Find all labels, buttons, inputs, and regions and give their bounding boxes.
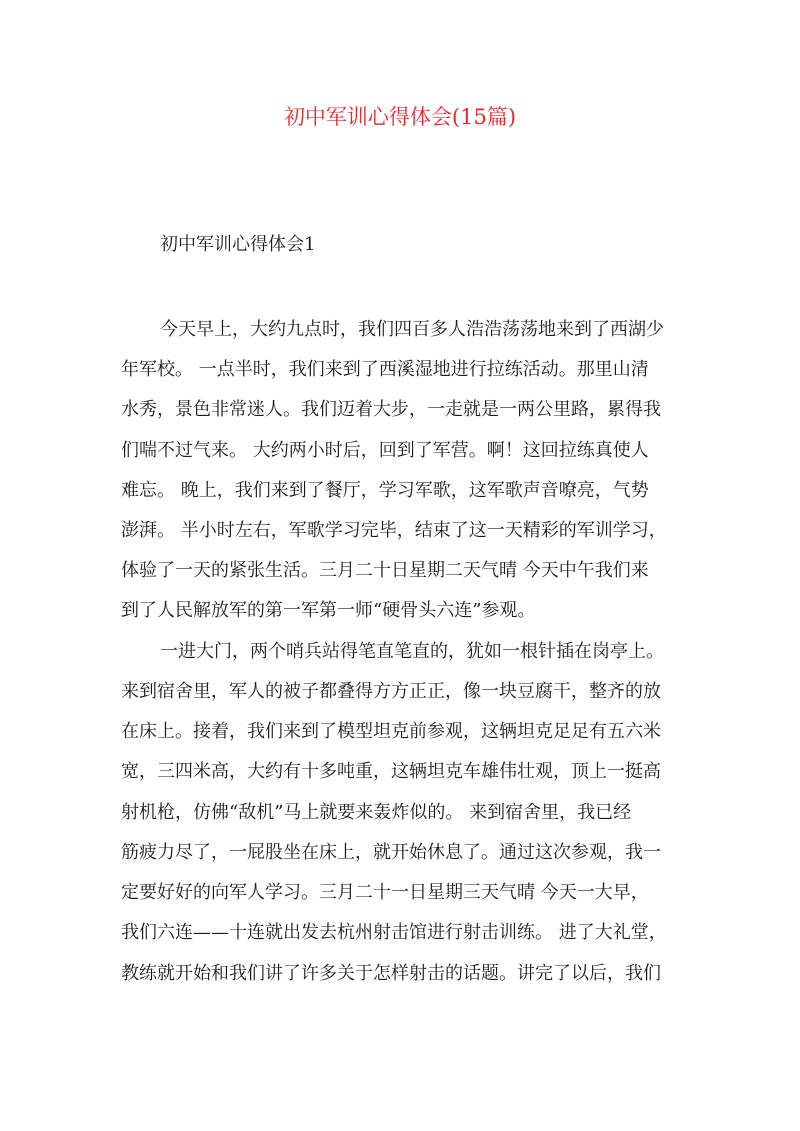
paragraph-1-line-1: 今天早上，大约九点时，我们四百多人浩浩荡荡地来到了西湖少: [160, 319, 664, 340]
paragraph-2-line-2: 来到宿舍里，军人的被子都叠得方方正正，像一块豆腐干，整齐的放: [121, 681, 661, 702]
paragraph-1-line-4: 们喘不过气来。 大约两小时后，回到了军营。啊！这回拉练真使人: [121, 440, 649, 461]
paragraph-2-line-3: 在床上。接着，我们来到了模型坦克前参观，这辆坦克足足有五六米: [121, 721, 661, 742]
paragraph-2-line-7: 定要好好的向军人学习。三月二十一日星期三天气晴 今天一大早，: [121, 882, 649, 903]
paragraph-2-line-4: 宽，三四米高，大约有十多吨重，这辆坦克车雄伟壮观，顶上一挺高: [121, 761, 661, 782]
paragraph-1-line-2: 年军校。 一点半时，我们来到了西溪湿地进行拉练活动。那里山清: [121, 359, 649, 380]
paragraph-1-line-6: 澎湃。 半小时左右，军歌学习完毕，结束了这一天精彩的军训学习，: [121, 520, 667, 541]
paragraph-1-line-8: 到了人民解放军的第一军第一师“硬骨头六连”参观。: [121, 600, 536, 621]
paragraph-2-line-1: 一进大门，两个哨兵站得笔直笔直的，犹如一根针插在岗亭上。: [160, 641, 664, 662]
paragraph-1-line-7: 体验了一天的紧张生活。三月二十日星期二天气晴 今天中午我们来: [121, 560, 649, 581]
paragraph-2-line-9: 教练就开始和我们讲了许多关于怎样射击的话题。讲完了以后，我们: [121, 963, 661, 984]
section-heading: 初中军训心得体会1: [160, 234, 316, 255]
paragraph-1-line-3: 水秀，景色非常迷人。我们迈着大步，一走就是一两公里路，累得我: [121, 399, 661, 420]
document-title: 初中军训心得体会(15篇): [283, 105, 517, 129]
paragraph-2-line-6: 筋疲力尽了，一屁股坐在床上，就开始休息了。通过这次参观，我一: [121, 842, 661, 863]
paragraph-2-line-8: 我们六连——十连就出发去杭州射击馆进行射击训练。 进了大礼堂，: [121, 922, 667, 943]
paragraph-2-line-5: 射机枪，仿佛“敌机”马上就要来轰炸似的。 来到宿舍里，我已经: [121, 802, 632, 823]
paragraph-1-line-5: 难忘。 晚上，我们来到了餐厅，学习军歌，这军歌声音嘹亮，气势: [121, 480, 649, 501]
